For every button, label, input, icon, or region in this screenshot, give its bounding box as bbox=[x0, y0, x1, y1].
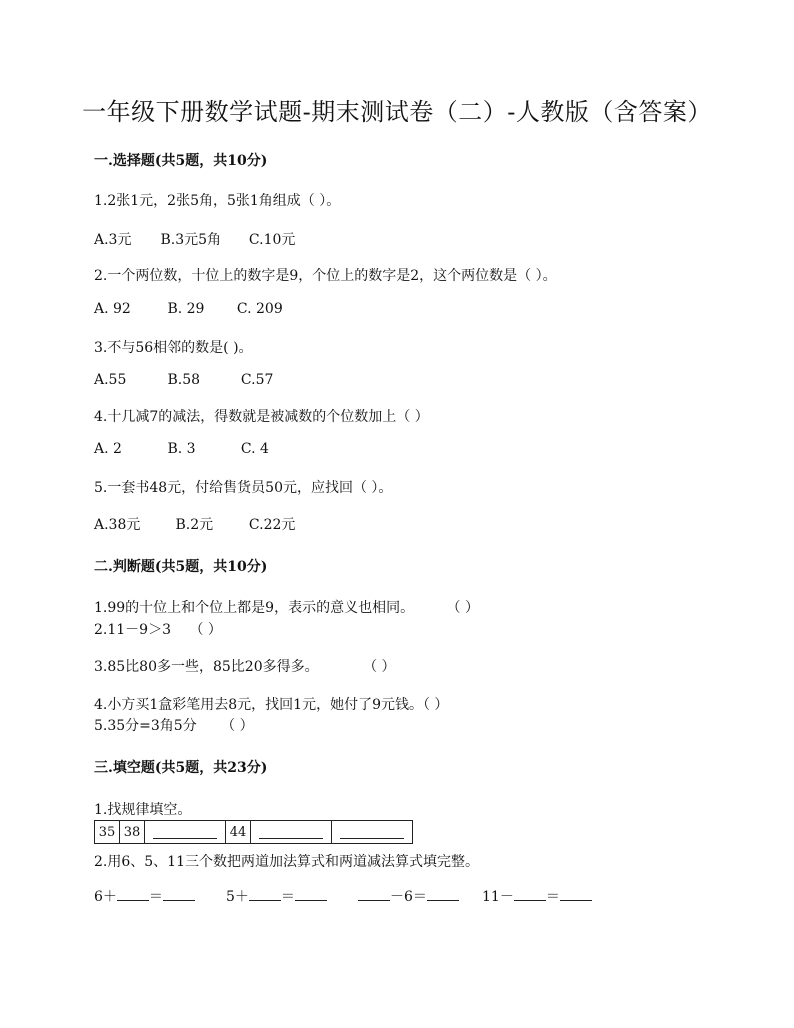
equation-3 bbox=[358, 886, 459, 906]
choice-options-1 bbox=[94, 229, 295, 249]
option: A. 92 bbox=[94, 301, 131, 317]
option: C. 209 bbox=[236, 301, 283, 317]
answer-blank[interactable] bbox=[560, 886, 592, 901]
equation-4 bbox=[482, 886, 592, 906]
equation-text: 5＋ bbox=[226, 889, 249, 905]
equation-1 bbox=[94, 886, 195, 906]
answer-paren: （ ） bbox=[221, 718, 254, 734]
option: A.3元 bbox=[94, 232, 132, 248]
judge-text: 5.35分=3角5分 bbox=[94, 718, 197, 734]
answer-blank[interactable] bbox=[514, 886, 546, 901]
choice-question-3: 3.不与56相邻的数是( )。 bbox=[94, 340, 253, 356]
equation-text: －6＝ bbox=[390, 889, 427, 905]
choice-options-5 bbox=[94, 514, 295, 534]
equation-2 bbox=[226, 886, 327, 906]
answer-blank[interactable] bbox=[358, 886, 390, 901]
answer-blank[interactable] bbox=[427, 886, 459, 901]
blank-line bbox=[259, 826, 323, 839]
choice-options-3 bbox=[94, 372, 273, 388]
section-heading-judge: 二.判断题(共5题，共10分) bbox=[94, 559, 268, 575]
answer-paren: （ ） bbox=[446, 600, 479, 616]
choice-question-2: 2.一个两位数，十位上的数字是9，个位上的数字是2，这个两位数是（ ）。 bbox=[94, 268, 557, 284]
sequence-blank[interactable] bbox=[332, 821, 413, 844]
option: A. 2 bbox=[94, 441, 122, 457]
choice-question-4: 4.十几减7的减法，得数就是被减数的个位数加上（ ） bbox=[94, 409, 429, 425]
section-heading-choice: 一.选择题(共5题，共10分) bbox=[94, 153, 268, 169]
option: B.2元 bbox=[175, 517, 214, 533]
fill-question-1: 1.找规律填空。 bbox=[94, 802, 192, 818]
choice-options-2 bbox=[94, 301, 283, 317]
option: A.55 bbox=[94, 372, 127, 388]
choice-question-1: 1.2张1元，2张5角，5张1角组成（ ）。 bbox=[94, 193, 341, 209]
equation-text: ＝ bbox=[148, 889, 163, 905]
equation-text: 6＋ bbox=[94, 889, 117, 905]
document-title: 一年级下册数学试题-期末测试卷（二）-人教版（含答案） bbox=[82, 98, 712, 126]
answer-paren: （ ） bbox=[189, 622, 222, 638]
option: C.22元 bbox=[248, 517, 296, 533]
blank-line bbox=[340, 826, 404, 839]
equation-text: ＝ bbox=[545, 889, 560, 905]
judge-text: 3.85比80多一些，85比20多得多。 bbox=[94, 659, 319, 675]
judge-question-3 bbox=[94, 656, 396, 676]
judge-question-4: 4.小方买1盒彩笔用去8元，找回1元，她付了9元钱。（ ） bbox=[94, 697, 449, 713]
option: C.10元 bbox=[248, 232, 296, 248]
sequence-cell: 44 bbox=[226, 821, 251, 844]
sequence-table bbox=[94, 820, 413, 844]
section-heading-fill: 三.填空题(共5题，共23分) bbox=[94, 760, 268, 776]
option: B.3元5角 bbox=[160, 232, 222, 248]
answer-blank[interactable] bbox=[295, 886, 327, 901]
sequence-blank[interactable] bbox=[145, 821, 226, 844]
option: B.58 bbox=[167, 372, 201, 388]
judge-text: 1.99的十位上和个位上都是9，表示的意义也相同。 bbox=[94, 600, 415, 616]
sequence-cell: 35 bbox=[95, 821, 120, 844]
fill-question-2: 2.用6、5、11三个数把两道加法算式和两道减法算式填完整。 bbox=[94, 854, 479, 870]
equation-text: 11－ bbox=[482, 889, 514, 905]
judge-question-5 bbox=[94, 715, 254, 735]
sequence-cell: 38 bbox=[120, 821, 145, 844]
judge-question-2 bbox=[94, 619, 222, 639]
equation-text: ＝ bbox=[280, 889, 295, 905]
option: A.38元 bbox=[94, 517, 141, 533]
answer-blank[interactable] bbox=[249, 886, 281, 901]
option: C. 4 bbox=[240, 441, 269, 457]
answer-paren: （ ） bbox=[363, 659, 396, 675]
judge-question-1 bbox=[94, 597, 479, 617]
answer-blank[interactable] bbox=[163, 886, 195, 901]
blank-line bbox=[153, 826, 217, 839]
choice-options-4 bbox=[94, 441, 269, 457]
option: B. 3 bbox=[167, 441, 196, 457]
option: C.57 bbox=[240, 372, 274, 388]
judge-text: 2.11－9＞3 bbox=[94, 622, 171, 638]
answer-blank[interactable] bbox=[117, 886, 149, 901]
choice-question-5: 5.一套书48元，付给售货员50元，应找回（ ）。 bbox=[94, 480, 393, 496]
option: B. 29 bbox=[167, 301, 205, 317]
sequence-blank[interactable] bbox=[251, 821, 332, 844]
